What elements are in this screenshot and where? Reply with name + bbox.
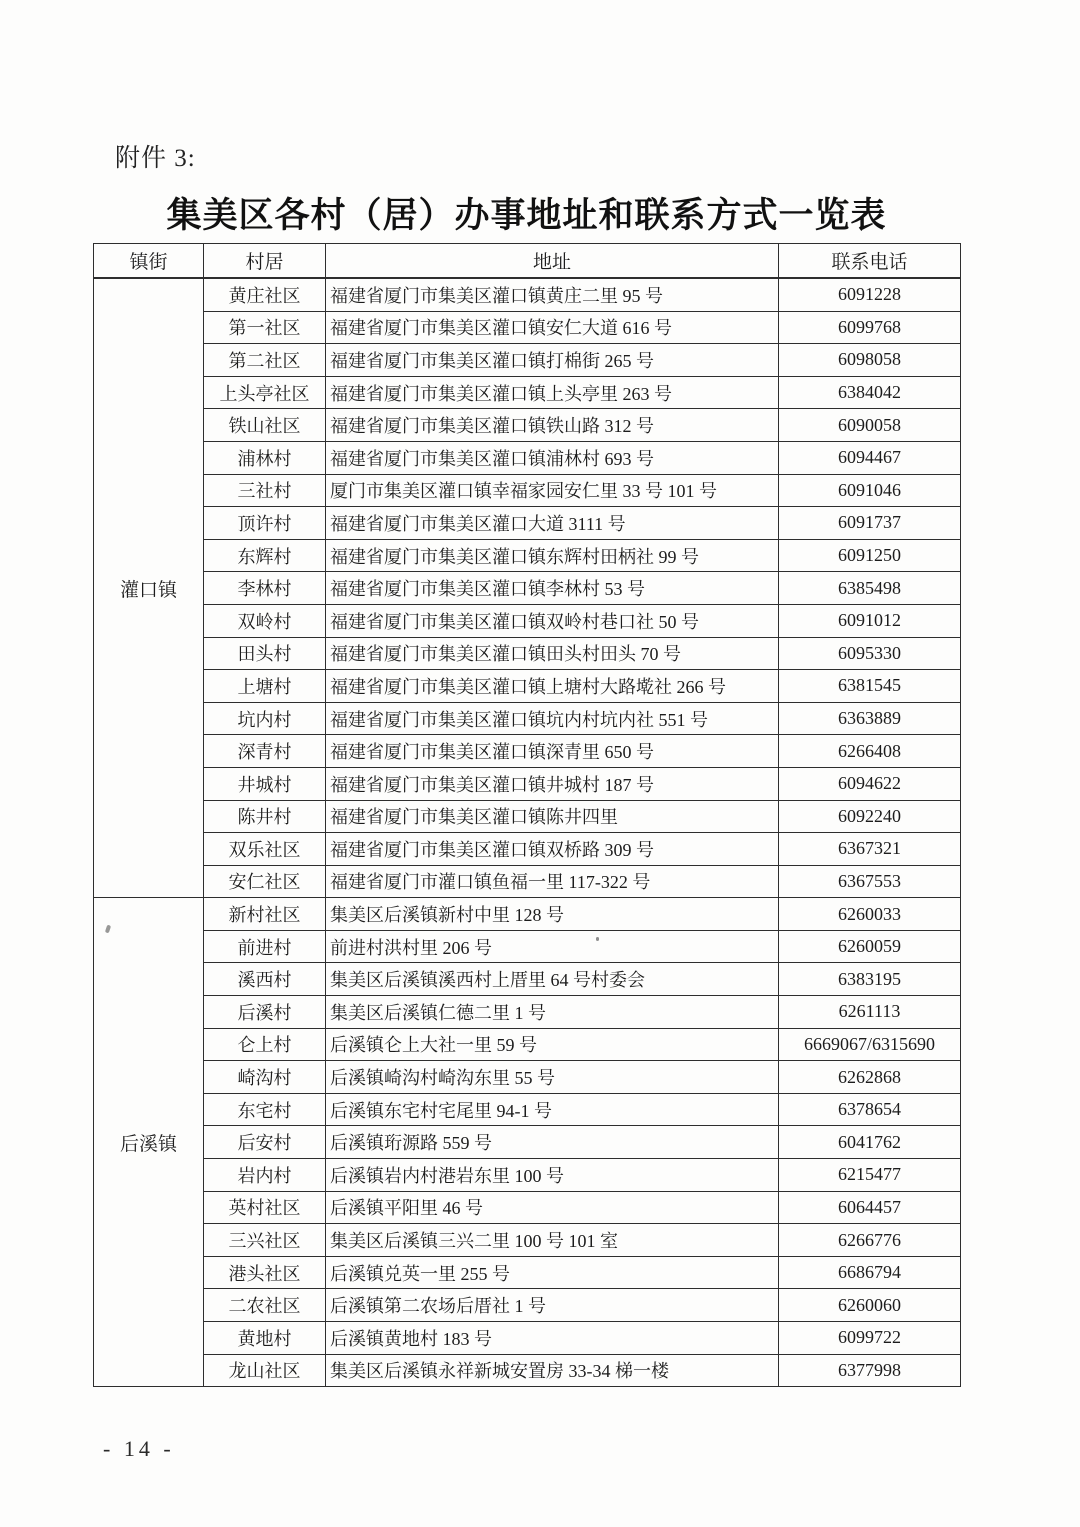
address-cell: 后溪镇岩内村港岩东里 100 号 <box>326 1159 779 1192</box>
phone-cell: 6383195 <box>779 963 961 996</box>
address-cell: 后溪镇崎沟村崎沟东里 55 号 <box>326 1061 779 1094</box>
phone-cell: 6091046 <box>779 474 961 507</box>
page-title: 集美区各村（居）办事地址和联系方式一览表 <box>166 196 887 235</box>
table-row <box>94 278 961 311</box>
village-cell: 崎沟村 <box>204 1061 326 1094</box>
phone-cell: 6381545 <box>779 670 961 703</box>
table-row <box>94 1191 961 1224</box>
phone-cell: 6099722 <box>779 1322 961 1355</box>
town-cell: 后溪镇 <box>94 898 204 1387</box>
table-row <box>94 1224 961 1257</box>
village-cell: 后溪村 <box>204 996 326 1029</box>
village-cell: 仑上村 <box>204 1028 326 1061</box>
village-cell: 溪西村 <box>204 963 326 996</box>
village-cell: 安仁社区 <box>204 865 326 898</box>
address-cell: 福建省厦门市集美区灌口镇铁山路 312 号 <box>326 409 779 442</box>
phone-cell: 6367321 <box>779 833 961 866</box>
village-cell: 三社村 <box>204 474 326 507</box>
table-row <box>94 1322 961 1355</box>
contact-table <box>93 243 961 1387</box>
address-cell: 福建省厦门市集美区灌口镇上头亭里 263 号 <box>326 376 779 409</box>
address-cell: 福建省厦门市集美区灌口大道 3111 号 <box>326 507 779 540</box>
village-cell: 东宅村 <box>204 1093 326 1126</box>
address-cell: 后溪镇东宅村宅尾里 94-1 号 <box>326 1093 779 1126</box>
address-cell: 福建省厦门市集美区灌口镇陈井四里 <box>326 800 779 833</box>
village-cell: 陈井村 <box>204 800 326 833</box>
address-cell: 福建省厦门市集美区灌口镇安仁大道 616 号 <box>326 311 779 344</box>
village-cell: 坑内村 <box>204 702 326 735</box>
phone-cell: 6090058 <box>779 409 961 442</box>
header-address: 地址 <box>326 244 779 279</box>
village-cell: 双乐社区 <box>204 833 326 866</box>
address-cell: 福建省厦门市集美区灌口镇东辉村田柄社 99 号 <box>326 539 779 572</box>
phone-cell: 6091228 <box>779 278 961 311</box>
village-cell: 后安村 <box>204 1126 326 1159</box>
address-cell: 福建省厦门市集美区灌口镇双岭村巷口社 50 号 <box>326 604 779 637</box>
address-cell: 福建省厦门市集美区灌口镇上塘村大路墘社 266 号 <box>326 670 779 703</box>
village-cell: 黄庄社区 <box>204 278 326 311</box>
village-cell: 井城村 <box>204 767 326 800</box>
address-cell: 福建省厦门市集美区灌口镇田头村田头 70 号 <box>326 637 779 670</box>
phone-cell: 6215477 <box>779 1159 961 1192</box>
village-cell: 上塘村 <box>204 670 326 703</box>
header-town: 镇街 <box>94 244 204 279</box>
table-row <box>94 963 961 996</box>
table-header <box>94 244 961 279</box>
address-cell: 福建省厦门市集美区灌口镇黄庄二里 95 号 <box>326 278 779 311</box>
table-row <box>94 767 961 800</box>
phone-cell: 6261113 <box>779 996 961 1029</box>
address-cell: 福建省厦门市集美区灌口镇浦林村 693 号 <box>326 441 779 474</box>
table-row <box>94 1289 961 1322</box>
village-cell: 田头村 <box>204 637 326 670</box>
phone-cell: 6098058 <box>779 344 961 377</box>
address-cell: 后溪镇平阳里 46 号 <box>326 1191 779 1224</box>
table-row <box>94 833 961 866</box>
village-cell: 港头社区 <box>204 1256 326 1289</box>
header-village: 村居 <box>204 244 326 279</box>
table-row <box>94 670 961 703</box>
address-cell: 福建省厦门市集美区灌口镇井城村 187 号 <box>326 767 779 800</box>
address-cell: 集美区后溪镇三兴二里 100 号 101 室 <box>326 1224 779 1257</box>
phone-cell: 6260059 <box>779 930 961 963</box>
address-cell: 集美区后溪镇新村中里 128 号 <box>326 898 779 931</box>
phone-cell: 6091250 <box>779 539 961 572</box>
attachment-label: 附件 3: <box>115 145 196 172</box>
phone-cell: 6384042 <box>779 376 961 409</box>
village-cell: 英村社区 <box>204 1191 326 1224</box>
address-cell: 前进村洪村里 206 号 <box>326 930 779 963</box>
address-cell: 集美区后溪镇永祥新城安置房 33-34 梯一楼 <box>326 1354 779 1387</box>
table-row <box>94 311 961 344</box>
phone-cell: 6041762 <box>779 1126 961 1159</box>
table-row <box>94 409 961 442</box>
phone-cell: 6094467 <box>779 441 961 474</box>
phone-cell: 6385498 <box>779 572 961 605</box>
table-row <box>94 376 961 409</box>
village-cell: 东辉村 <box>204 539 326 572</box>
address-cell: 后溪镇第二农场后厝社 1 号 <box>326 1289 779 1322</box>
village-cell: 前进村 <box>204 930 326 963</box>
village-cell: 上头亭社区 <box>204 376 326 409</box>
table-row <box>94 539 961 572</box>
address-cell: 后溪镇仑上大社一里 59 号 <box>326 1028 779 1061</box>
village-cell: 岩内村 <box>204 1159 326 1192</box>
address-cell: 福建省厦门市灌口镇鱼福一里 117-322 号 <box>326 865 779 898</box>
phone-cell: 6266776 <box>779 1224 961 1257</box>
phone-cell: 6092240 <box>779 800 961 833</box>
table-row <box>94 702 961 735</box>
address-cell: 后溪镇兑英一里 255 号 <box>326 1256 779 1289</box>
town-cell: 灌口镇 <box>94 278 204 898</box>
phone-cell: 6095330 <box>779 637 961 670</box>
village-cell: 双岭村 <box>204 604 326 637</box>
village-cell: 黄地村 <box>204 1322 326 1355</box>
phone-cell: 6094622 <box>779 767 961 800</box>
table-row <box>94 865 961 898</box>
table-row <box>94 1354 961 1387</box>
table-row <box>94 441 961 474</box>
phone-cell: 6686794 <box>779 1256 961 1289</box>
table-row <box>94 996 961 1029</box>
table-row <box>94 344 961 377</box>
address-cell: 后溪镇黄地村 183 号 <box>326 1322 779 1355</box>
address-cell: 福建省厦门市集美区灌口镇双桥路 309 号 <box>326 833 779 866</box>
phone-cell: 6367553 <box>779 865 961 898</box>
table-row <box>94 1028 961 1061</box>
phone-cell: 6260060 <box>779 1289 961 1322</box>
phone-cell: 6669067/6315690 <box>779 1028 961 1061</box>
table-row <box>94 572 961 605</box>
header-row <box>94 244 961 279</box>
address-cell: 集美区后溪镇仁德二里 1 号 <box>326 996 779 1029</box>
village-cell: 浦林村 <box>204 441 326 474</box>
village-cell: 三兴社区 <box>204 1224 326 1257</box>
address-cell: 福建省厦门市集美区灌口镇打棉街 265 号 <box>326 344 779 377</box>
village-cell: 顶许村 <box>204 507 326 540</box>
table-row <box>94 800 961 833</box>
table-row <box>94 898 961 931</box>
address-cell: 福建省厦门市集美区灌口镇坑内村坑内社 551 号 <box>326 702 779 735</box>
phone-cell: 6260033 <box>779 898 961 931</box>
table-row <box>94 474 961 507</box>
village-cell: 李林村 <box>204 572 326 605</box>
village-cell: 龙山社区 <box>204 1354 326 1387</box>
phone-cell: 6378654 <box>779 1093 961 1126</box>
phone-cell: 6091737 <box>779 507 961 540</box>
table-row <box>94 1061 961 1094</box>
table-row <box>94 1256 961 1289</box>
address-cell: 厦门市集美区灌口镇幸福家园安仁里 33 号 101 号 <box>326 474 779 507</box>
table-row <box>94 637 961 670</box>
phone-cell: 6262868 <box>779 1061 961 1094</box>
phone-cell: 6266408 <box>779 735 961 768</box>
village-cell: 二农社区 <box>204 1289 326 1322</box>
village-cell: 第二社区 <box>204 344 326 377</box>
phone-cell: 6099768 <box>779 311 961 344</box>
village-cell: 第一社区 <box>204 311 326 344</box>
scan-artifact-dot <box>596 937 599 941</box>
phone-cell: 6091012 <box>779 604 961 637</box>
page-number: - 14 - <box>103 1436 175 1461</box>
address-cell: 福建省厦门市集美区灌口镇深青里 650 号 <box>326 735 779 768</box>
table-row <box>94 930 961 963</box>
table-body <box>94 278 961 1387</box>
phone-cell: 6363889 <box>779 702 961 735</box>
table-row <box>94 1159 961 1192</box>
header-phone: 联系电话 <box>779 244 961 279</box>
address-cell: 福建省厦门市集美区灌口镇李林村 53 号 <box>326 572 779 605</box>
village-cell: 深青村 <box>204 735 326 768</box>
address-cell: 后溪镇珩源路 559 号 <box>326 1126 779 1159</box>
table-row <box>94 1093 961 1126</box>
village-cell: 新村社区 <box>204 898 326 931</box>
table-row <box>94 1126 961 1159</box>
table-row <box>94 735 961 768</box>
phone-cell: 6064457 <box>779 1191 961 1224</box>
village-cell: 铁山社区 <box>204 409 326 442</box>
phone-cell: 6377998 <box>779 1354 961 1387</box>
table-row <box>94 507 961 540</box>
table-row <box>94 604 961 637</box>
address-cell: 集美区后溪镇溪西村上厝里 64 号村委会 <box>326 963 779 996</box>
